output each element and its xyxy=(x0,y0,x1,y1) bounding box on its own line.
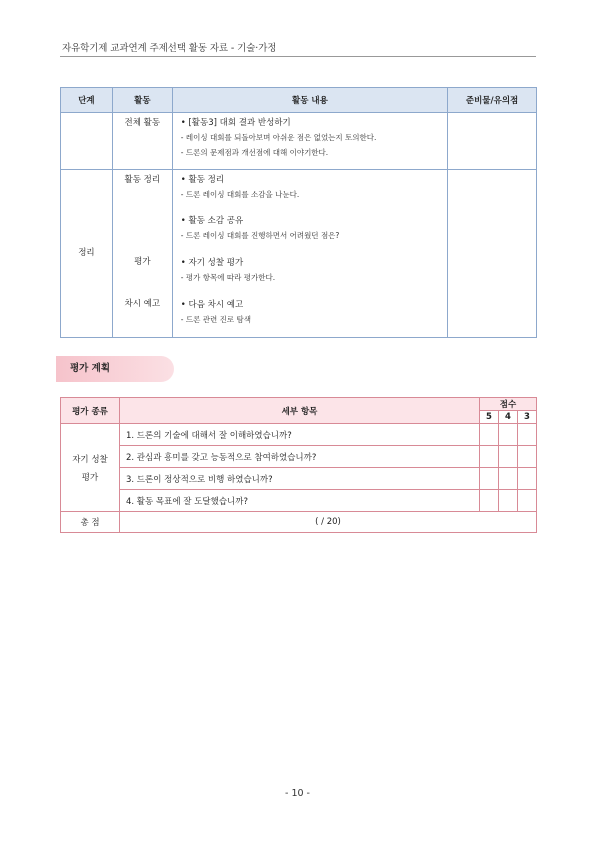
activity-label: 차시 예고 xyxy=(124,299,161,309)
stage-label: 정리 xyxy=(78,248,95,258)
score-box-3[interactable] xyxy=(518,424,537,446)
content-cell xyxy=(172,170,447,338)
activity-label: 활동 정리 xyxy=(124,175,161,185)
content-sub: - 드론 레이싱 대회를 진행하면서 어려웠던 점은? xyxy=(180,231,340,240)
total-value: ( / 20) xyxy=(120,512,537,533)
content-bullet: • 활동 정리 xyxy=(180,175,225,185)
content-sub: - 평가 항목에 따라 평가한다. xyxy=(180,273,276,282)
activity-cell xyxy=(112,113,172,170)
eval-type-cell xyxy=(61,424,120,512)
activity-cell xyxy=(112,170,172,338)
col-header-stage: 단계 xyxy=(61,88,113,113)
stage-cell xyxy=(61,170,113,338)
prep-cell xyxy=(448,113,537,170)
score-box-3[interactable] xyxy=(518,446,537,468)
content-sub: - 레이싱 대회를 되돌아보며 아쉬운 점은 없었는지 토의한다. xyxy=(180,133,377,142)
col-header-content: 활동 내용 xyxy=(172,88,447,113)
content-bullet: • 자기 성찰 평가 xyxy=(180,258,244,268)
content-sub: - 드론 관련 진로 탐색 xyxy=(180,315,251,324)
col-header-eval-type: 평가 종류 xyxy=(61,398,120,424)
score-box-5[interactable] xyxy=(480,446,499,468)
score-box-5[interactable] xyxy=(480,468,499,490)
score-header-5: 5 xyxy=(480,411,499,424)
eval-section-tab: 평가 계획 xyxy=(56,356,174,382)
score-box-3[interactable] xyxy=(518,490,537,512)
content-sub: - 드론의 문제점과 개선점에 대해 이야기한다. xyxy=(180,148,329,157)
table-row xyxy=(61,113,537,170)
content-bullet: • 다음 차시 예고 xyxy=(180,300,244,310)
eval-item: 4. 활동 목표에 잘 도달했습니까? xyxy=(120,490,480,512)
header-divider xyxy=(60,56,536,57)
activity-label: 평가 xyxy=(134,257,151,267)
table-row xyxy=(61,170,537,338)
content-bullet: • 활동 소감 공유 xyxy=(180,216,244,226)
content-cell xyxy=(172,113,447,170)
score-box-4[interactable] xyxy=(499,424,518,446)
table-row xyxy=(61,424,537,446)
page-number: - 10 - xyxy=(285,788,310,799)
stage-cell xyxy=(61,113,113,170)
table-row xyxy=(61,468,537,490)
score-box-3[interactable] xyxy=(518,468,537,490)
activity-table xyxy=(60,87,537,338)
score-header-3: 3 xyxy=(518,411,537,424)
col-header-activity: 활동 xyxy=(112,88,172,113)
eval-item: 1. 드론의 기술에 대해서 잘 이해하였습니까? xyxy=(120,424,480,446)
col-header-score: 점수 xyxy=(480,398,537,411)
prep-cell xyxy=(448,170,537,338)
activity-label: 전체 활동 xyxy=(124,118,161,128)
eval-item: 2. 관심과 흥미를 갖고 능동적으로 참여하였습니까? xyxy=(120,446,480,468)
content-bullet: • [활동3] 대회 결과 반성하기 xyxy=(180,118,291,128)
score-box-5[interactable] xyxy=(480,424,499,446)
score-box-5[interactable] xyxy=(480,490,499,512)
total-label: 총 점 xyxy=(61,512,120,533)
evaluation-table xyxy=(60,397,537,533)
table-row xyxy=(61,490,537,512)
table-row xyxy=(61,446,537,468)
score-header-4: 4 xyxy=(499,411,518,424)
page-header-title: 자유학기제 교과연계 주제선택 활동 자료 - 기술·가정 xyxy=(62,43,277,54)
eval-item: 3. 드론이 정상적으로 비행 하였습니까? xyxy=(120,468,480,490)
col-header-prep: 준비물/유의점 xyxy=(448,88,537,113)
total-row xyxy=(61,512,537,533)
score-box-4[interactable] xyxy=(499,468,518,490)
col-header-eval-detail: 세부 항목 xyxy=(120,398,480,424)
eval-type-label: 평가 xyxy=(81,472,99,483)
content-sub: - 드론 레이싱 대회를 소감을 나눈다. xyxy=(180,190,300,199)
score-box-4[interactable] xyxy=(499,446,518,468)
score-box-4[interactable] xyxy=(499,490,518,512)
eval-type-label: 자기 성찰 xyxy=(72,454,108,465)
